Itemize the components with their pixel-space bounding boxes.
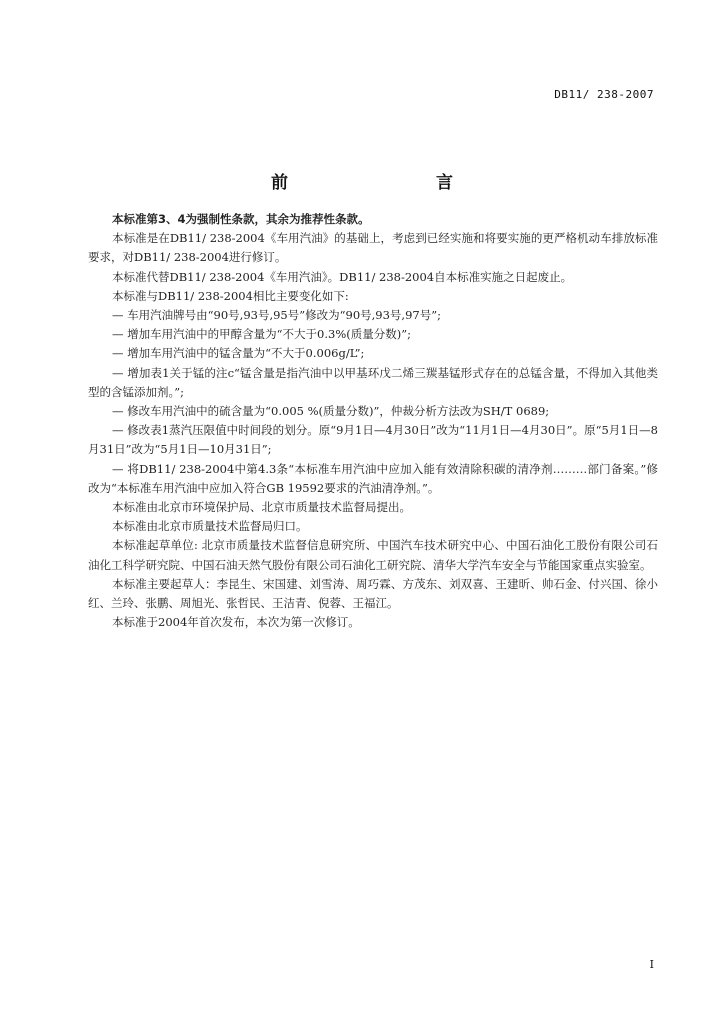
paragraph: 本标准主要起草人：李昆生、宋国建、刘雪涛、周巧霖、方茂东、刘双喜、王建昕、帅石金、付兴国、徐小红、兰玲、张鹏、周旭光、张哲民、王洁青、倪蓉、王福江。 bbox=[88, 576, 658, 611]
change-list-item: — 增加车用汽油中的锰含量为“不大于0.006g/L”; bbox=[112, 346, 365, 361]
change-list-item: — 车用汽油牌号由“90号,93号,95号”修改为“90号,93号,97号”; bbox=[112, 308, 441, 323]
paragraph-mandatory-clauses: 本标准第3、4为强制性条款，其余为推荐性条款。 bbox=[112, 212, 370, 226]
change-list-item: — 将DB11/ 238-2004中第4.3条“本标准车用汽油中应加入能有效清除积碳的清净剂………部门备案。”修改为“本标准车用汽油中应加入符合GB 19592要求的汽油清净剂。”。 bbox=[88, 461, 658, 495]
paragraph: 本标准起草单位: 北京市质量技术监督信息研究所、中国汽车技术研究中心、中国石油化工股份有限公司石油化工科学研究院、中国石油天然气股份有限公司石油化工研究院、清华大学汽车安全与节能国家重点实验室。 bbox=[88, 538, 658, 572]
paragraph: 本标准由北京市环境保护局、北京市质量技术监督局提出。 bbox=[112, 500, 411, 515]
change-list-item: — 增加表1关于锰的注c“锰含量是指汽油中以甲基环戊二烯三羰基锰形式存在的总锰含量，不得加入其他类型的含锰添加剂。”; bbox=[88, 365, 658, 399]
foreword-body bbox=[88, 210, 658, 632]
change-list-item: — 修改表1蒸汽压限值中时间段的划分。原“9月1日—4月30日”改为“11月1日—4月30日”。原“5月1日—8月31日”改为“5月1日—10月31日”; bbox=[88, 423, 658, 457]
page-number: I bbox=[649, 958, 654, 971]
paragraph: 本标准与DB11/ 238-2004相比主要变化如下: bbox=[112, 288, 349, 303]
paragraph: 本标准代替DB11/ 238-2004《车用汽油》。DB11/ 238-2004自本标准实施之日起废止。 bbox=[112, 269, 573, 284]
change-list-item: — 修改车用汽油中的硫含量为“0.005 %(质量分数)”，仲裁分析方法改为SH/T 0689; bbox=[112, 404, 550, 419]
page-title: 前 言 bbox=[271, 173, 491, 193]
paragraph: 本标准于2004年首次发布，本次为第一次修订。 bbox=[112, 615, 360, 630]
paragraph: 本标准是在DB11/ 238-2004《车用汽油》的基础上，考虑到已经实施和将要实施的更严格机动车排放标准要求，对DB11/ 238-2004进行修订。 bbox=[88, 231, 658, 265]
change-list-item: — 增加车用汽油中的甲醇含量为“不大于0.3%(质量分数)”; bbox=[112, 327, 411, 342]
paragraph: 本标准由北京市质量技术监督局归口。 bbox=[112, 519, 308, 534]
document-code: DB11/ 238-2007 bbox=[554, 88, 654, 101]
